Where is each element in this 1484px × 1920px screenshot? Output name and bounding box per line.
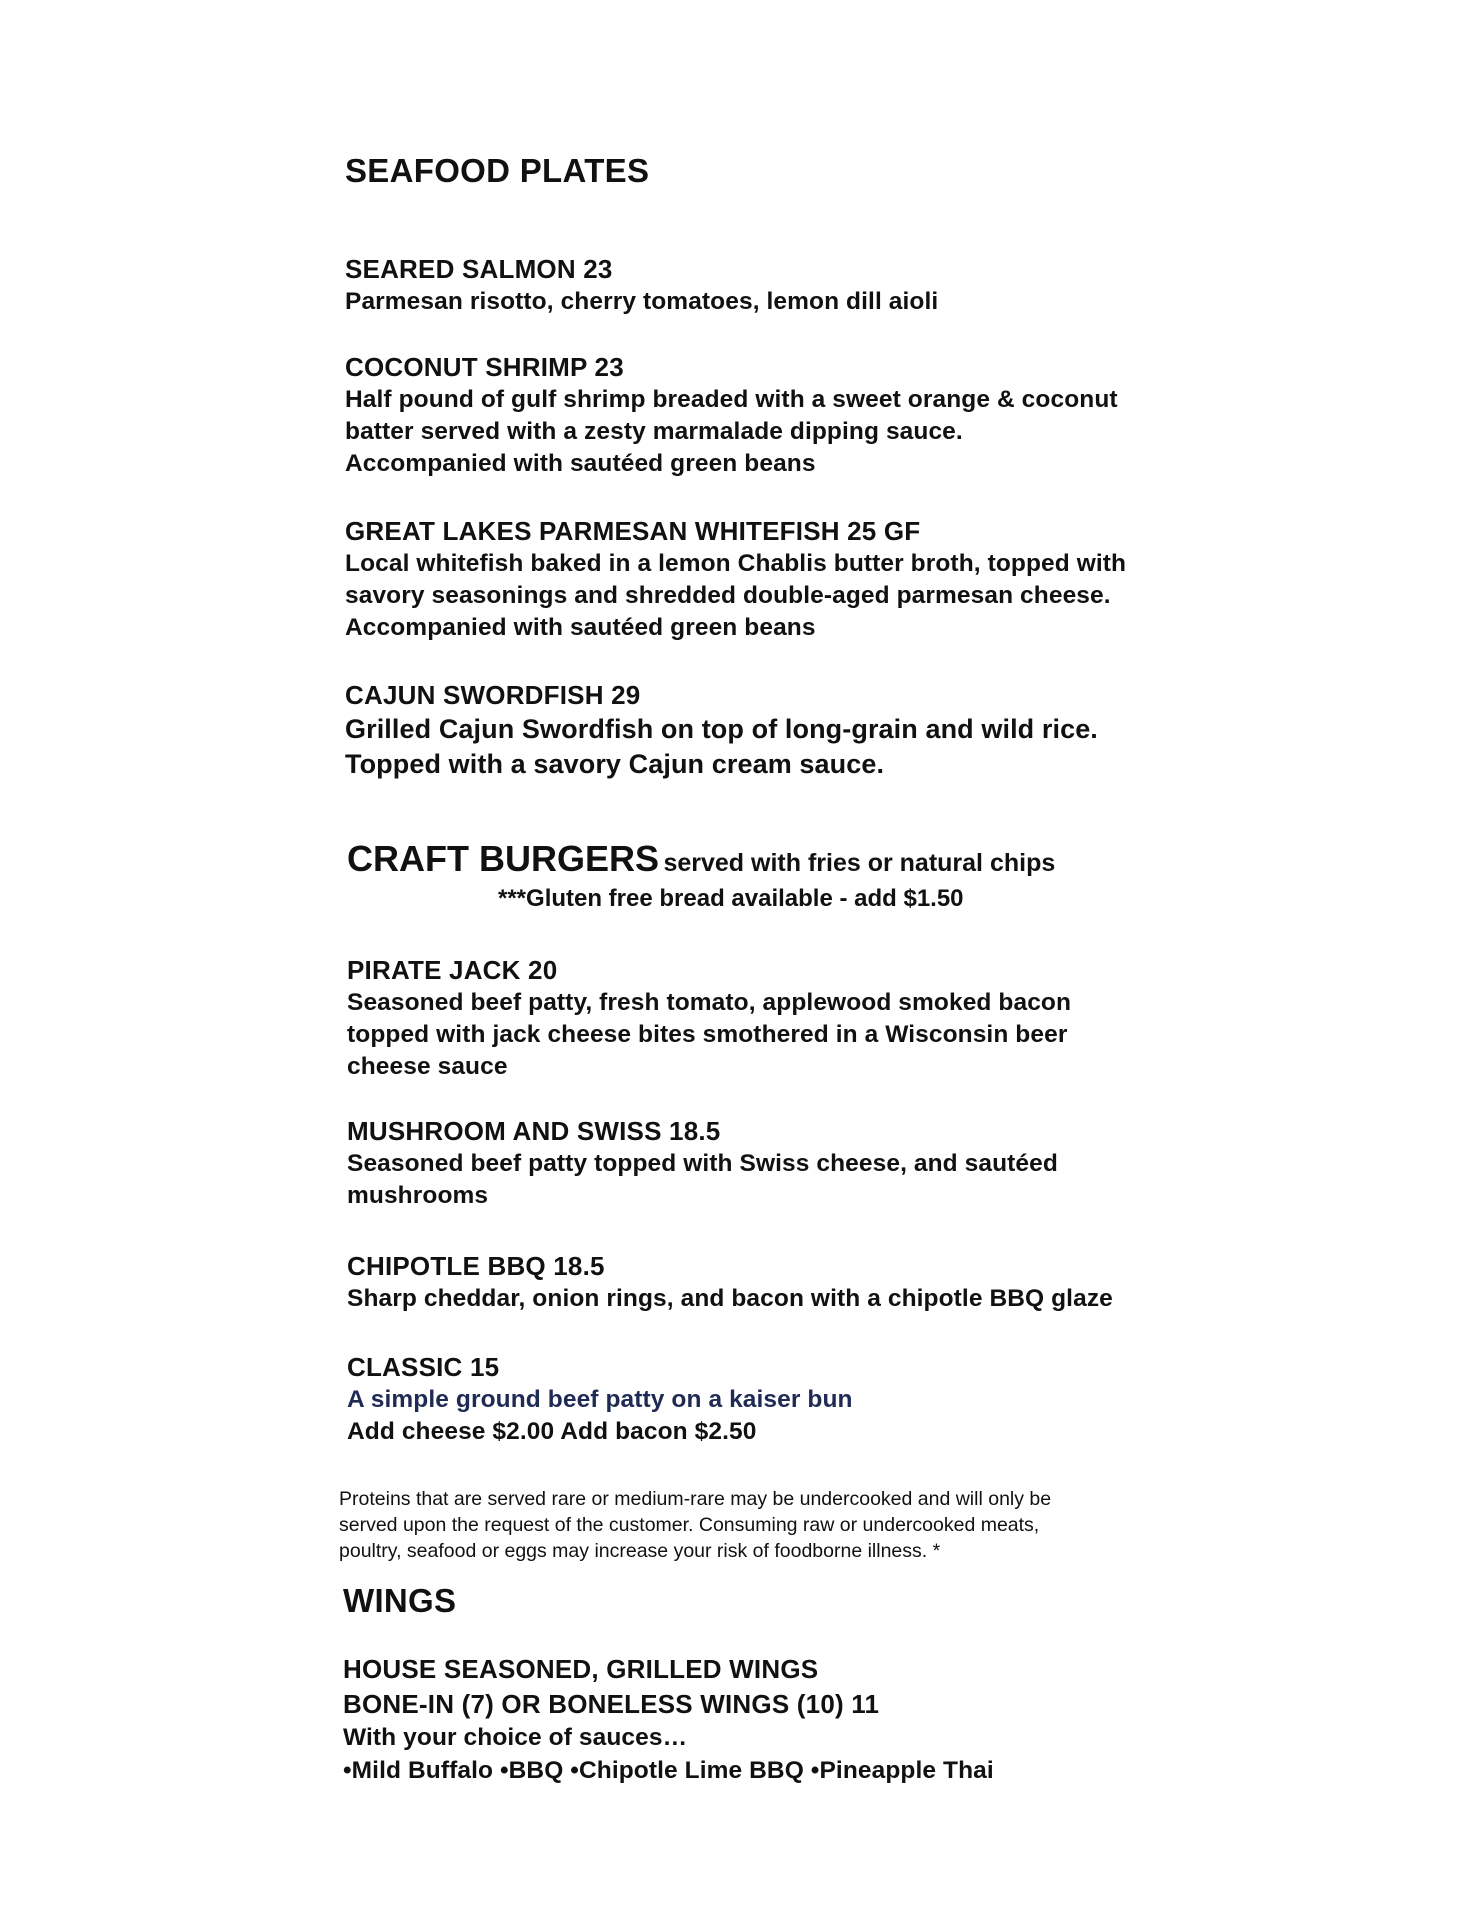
whitefish-description	[345, 548, 1126, 644]
food-safety-disclaimer	[339, 1486, 1051, 1564]
description-line: Local whitefish baked in a lemon Chablis butter broth, topped with	[345, 550, 1127, 577]
description-line: savory seasonings and shredded double-aged parmesan cheese.	[345, 582, 1111, 609]
description-line: Seasoned beef patty topped with Swiss cheese, and sautéed	[347, 1150, 1058, 1177]
description-line: topped with jack cheese bites smothered in a Wisconsin beer	[347, 1021, 1068, 1048]
description-line: Sharp cheddar, onion rings, and bacon with a chipotle BBQ glaze	[347, 1285, 1113, 1312]
classic-description	[347, 1384, 853, 1448]
pirate-jack-description	[347, 987, 1071, 1083]
description-line: Half pound of gulf shrimp breaded with a sweet orange & coconut	[345, 386, 1118, 413]
description-line: Accompanied with sautéed green beans	[345, 614, 816, 641]
add-ons-line: Add cheese $2.00 Add bacon $2.50	[347, 1418, 757, 1445]
chipotle-bbq-description	[347, 1283, 1113, 1315]
wings-line-1: HOUSE SEASONED, GRILLED WINGS	[343, 1654, 819, 1684]
disclaimer-line: poultry, seafood or eggs may increase your risk of foodborne illness. *	[339, 1540, 941, 1562]
burgers-section-subtitle: served with fries or natural chips	[663, 849, 1056, 877]
pirate-jack-title: PIRATE JACK 20	[347, 955, 558, 985]
chipotle-bbq-title: CHIPOTLE BBQ 18.5	[347, 1251, 605, 1281]
coconut-shrimp-description	[345, 384, 1118, 480]
mushroom-swiss-description	[347, 1148, 1058, 1212]
description-line: Accompanied with sautéed green beans	[345, 450, 816, 477]
wings-sauce-intro: With your choice of sauces…	[343, 1724, 688, 1751]
description-line: Grilled Cajun Swordfish on top of long-grain and wild rice.	[345, 714, 1098, 744]
burgers-section-title: CRAFT BURGERS	[347, 838, 659, 879]
mushroom-swiss-title: MUSHROOM AND SWISS 18.5	[347, 1116, 721, 1146]
wings-sauce-list: •Mild Buffalo •BBQ •Chipotle Lime BBQ •Pineapple Thai	[343, 1757, 994, 1784]
cajun-swordfish-title: CAJUN SWORDFISH 29	[345, 680, 641, 710]
description-line: Parmesan risotto, cherry tomatoes, lemon dill aioli	[345, 288, 939, 315]
burgers-header	[347, 838, 1055, 880]
wings-section-title: WINGS	[343, 1582, 457, 1619]
description-line: A simple ground beef patty on a kaiser bun	[347, 1386, 853, 1413]
seafood-section-title: SEAFOOD PLATES	[345, 152, 650, 189]
description-line: Topped with a savory Cajun cream sauce.	[345, 749, 885, 779]
disclaimer-line: Proteins that are served rare or medium-rare may be undercooked and will only be	[339, 1488, 1052, 1510]
seared-salmon-description	[345, 286, 938, 318]
whitefish-title: GREAT LAKES PARMESAN WHITEFISH 25 GF	[345, 516, 921, 546]
description-line: cheese sauce	[347, 1053, 508, 1080]
classic-title: CLASSIC 15	[347, 1352, 500, 1382]
description-line: mushrooms	[347, 1182, 489, 1209]
seared-salmon-title: SEARED SALMON 23	[345, 254, 613, 284]
description-line: batter served with a zesty marmalade dipping sauce.	[345, 418, 963, 445]
description-line: Seasoned beef patty, fresh tomato, applewood smoked bacon	[347, 989, 1072, 1016]
cajun-swordfish-description	[345, 712, 1098, 782]
gluten-free-note: ***Gluten free bread available - add $1.50	[498, 885, 964, 912]
disclaimer-line: served upon the request of the customer. Consuming raw or undercooked meats,	[339, 1514, 1040, 1536]
coconut-shrimp-title: COCONUT SHRIMP 23	[345, 352, 624, 382]
wings-line-2: BONE-IN (7) OR BONELESS WINGS (10) 11	[343, 1689, 880, 1719]
